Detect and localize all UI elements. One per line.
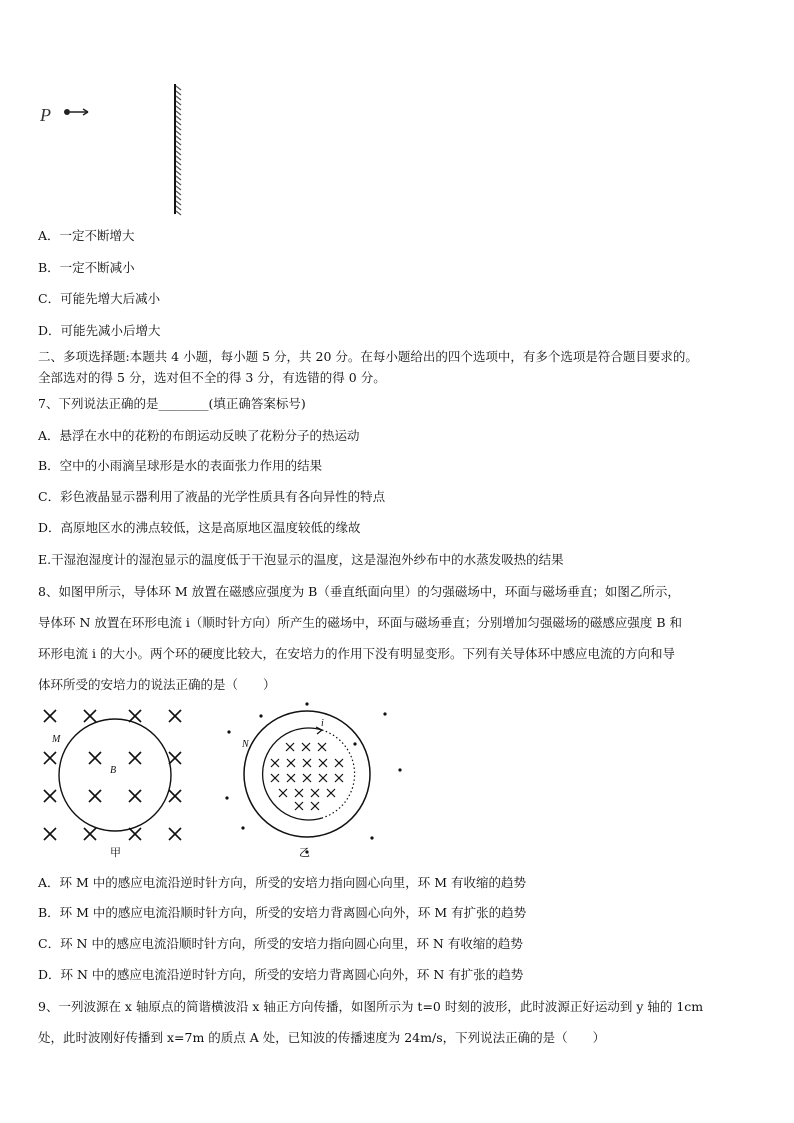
q7-option-b: B．空中的小雨滴呈球形是水的表面张力作用的结果	[38, 458, 323, 473]
wall-hatch-mark	[176, 151, 181, 155]
field-dot	[259, 714, 262, 717]
q6-option-b: B．一定不断减小	[38, 260, 135, 275]
field-cross	[335, 774, 343, 782]
field-cross	[286, 743, 294, 751]
field-cross	[318, 743, 326, 751]
field-cross	[44, 828, 56, 840]
q7-option-d: D．高原地区水的沸点较低，这是高原地区温度较低的缘故	[38, 520, 361, 535]
field-dot	[241, 826, 244, 829]
wall-hatch-mark	[176, 131, 181, 135]
wall-hatch-mark	[176, 91, 181, 95]
q8-option-b: B．环 M 中的感应电流沿顺时针方向，所受的安培力背离圆心向外，环 M 有扩张的趋势	[38, 905, 527, 920]
field-cross	[129, 790, 141, 802]
q7-stem: 7、下列说法正确的是________(填正确答案标号)	[38, 396, 306, 411]
q7-option-c: C．彩色液晶显示器利用了液晶的光学性质具有各向异性的特点	[38, 489, 386, 504]
q8-option-a: A．环 M 中的感应电流沿逆时针方向，所受的安培力指向圆心向里，环 M 有收缩的趋势	[38, 875, 527, 890]
field-cross	[44, 710, 56, 722]
field-cross	[129, 710, 141, 722]
wall-hatch-mark	[176, 181, 181, 185]
field-dot	[370, 836, 373, 839]
wall-hatch-mark	[176, 206, 181, 210]
wall-hatch-mark	[176, 126, 181, 130]
field-cross	[169, 828, 181, 840]
field-cross	[319, 774, 327, 782]
field-dot	[353, 742, 356, 745]
field-dot	[383, 712, 386, 715]
q8-stem-line1: 8、如图甲所示，导体环 M 放置在磁感应强度为 B（垂直纸面向里）的匀强磁场中，环面与磁场垂直；如图乙所示，	[38, 584, 680, 599]
field-dot	[398, 768, 401, 771]
field-cross	[169, 752, 181, 764]
wall	[175, 84, 181, 215]
q7-option-e: E.干湿泡湿度计的湿泡显示的温度低于干泡显示的温度，这是湿泡外纱布中的水蒸发吸热的结果	[38, 552, 564, 567]
figure-jia	[30, 700, 200, 865]
field-b-label: B	[110, 765, 117, 776]
wall-hatch-mark	[176, 116, 181, 120]
wall-hatch-mark	[176, 161, 181, 165]
ring-m-label: M	[52, 734, 61, 745]
wall-hatch-mark	[176, 201, 181, 205]
q9-line1: 9、一列波源在 x 轴原点的简谐横波沿 x 轴正方向传播，如图所示为 t=0 时刻的波形，此时波源正好运动到 y 轴的 1cm	[38, 999, 704, 1014]
field-cross	[84, 710, 96, 722]
wall-hatch-mark	[176, 101, 181, 105]
wall-hatch-mark	[176, 196, 181, 200]
wall-hatch-mark	[176, 106, 181, 110]
inner-field-crosses	[271, 743, 343, 810]
wall-hatch-mark	[176, 86, 181, 90]
q8-stem-line2: 导体环 N 放置在环形电流 i（顺时针方向）所产生的磁场中，环面与磁场垂直；分别增加匀强磁场的磁感应强度 B 和	[38, 615, 682, 630]
wall-hatch-mark	[176, 156, 181, 160]
field-cross	[169, 790, 181, 802]
field-cross	[271, 759, 279, 767]
q6-option-a: A．一定不断增大	[38, 228, 135, 243]
wall-hatch-mark	[176, 186, 181, 190]
figure-yi-caption: 乙	[299, 846, 310, 859]
ring-n-label: N	[242, 739, 249, 750]
wall-hatch-mark	[176, 166, 181, 170]
wall-hatch-mark	[176, 111, 181, 115]
field-cross	[303, 774, 311, 782]
field-cross	[44, 790, 56, 802]
field-cross	[319, 759, 327, 767]
field-dot	[225, 796, 228, 799]
q9-line2: 处，此时波刚好传播到 x=7m 的质点 A 处，已知波的传播速度为 24m/s，下列说法正确的是（ ）	[38, 1030, 606, 1045]
figure-jia-caption: 甲	[110, 846, 121, 859]
section2-line2: 全部选对的得 5 分，选对但不全的得 3 分，有选错的得 0 分。	[38, 370, 386, 385]
field-cross	[84, 828, 96, 840]
wall-hatch-mark	[176, 211, 181, 215]
section2-line1: 二、多项选择题:本题共 4 小题，每小题 5 分，共 20 分。在每小题给出的四个选项中，有多个选项是符合题目要求的。	[38, 349, 698, 364]
wall-hatch-mark	[176, 121, 181, 125]
q6-option-c: C．可能先增大后减小	[38, 291, 161, 306]
wall-hatch-mark	[176, 176, 181, 180]
field-dot	[305, 702, 308, 705]
wall-hatch-mark	[176, 141, 181, 145]
q8-stem-line3: 环形电流 i 的大小。两个环的硬度比较大，在安培力的作用下没有明显变形。下列有关导体环中感应电流的方向和导	[38, 646, 675, 661]
field-cross	[303, 759, 311, 767]
field-cross	[295, 802, 303, 810]
current-i-label: i	[321, 718, 324, 729]
q8-option-d: D．环 N 中的感应电流沿逆时针方向，所受的安培力背离圆心向外，环 N 有扩张的趋势	[38, 967, 524, 982]
field-cross	[129, 828, 141, 840]
wall-hatch-mark	[176, 136, 181, 140]
field-cross	[44, 752, 56, 764]
outer-field-dots	[225, 702, 401, 853]
wall-hatch-mark	[176, 146, 181, 150]
field-cross	[287, 774, 295, 782]
q8-stem-line4: 体环所受的安培力的说法正确的是（ ）	[38, 677, 276, 692]
field-cross	[311, 789, 319, 797]
wall-hatch-mark	[176, 96, 181, 100]
field-cross	[327, 789, 335, 797]
particle-dot	[64, 109, 70, 115]
wall-hatch-mark	[176, 191, 181, 195]
q6-option-d: D．可能先减小后增大	[38, 323, 161, 338]
field-dot	[227, 730, 230, 733]
wall-hatch-mark	[176, 171, 181, 175]
figure-yi	[215, 700, 410, 865]
field-cross	[295, 789, 303, 797]
field-cross	[311, 802, 319, 810]
field-cross	[279, 789, 287, 797]
field-cross	[89, 752, 101, 764]
field-cross	[302, 743, 310, 751]
field-cross	[169, 710, 181, 722]
field-cross	[271, 774, 279, 782]
wall-figure	[30, 80, 200, 220]
particle-label-p: P	[40, 105, 51, 125]
field-cross	[335, 759, 343, 767]
q8-option-c: C．环 N 中的感应电流沿顺时针方向，所受的安培力指向圆心向里，环 N 有收缩的趋势	[38, 936, 523, 951]
field-cross	[89, 790, 101, 802]
field-cross	[129, 752, 141, 764]
q7-option-a: A．悬浮在水中的花粉的布朗运动反映了花粉分子的热运动	[38, 428, 360, 443]
field-cross	[287, 759, 295, 767]
